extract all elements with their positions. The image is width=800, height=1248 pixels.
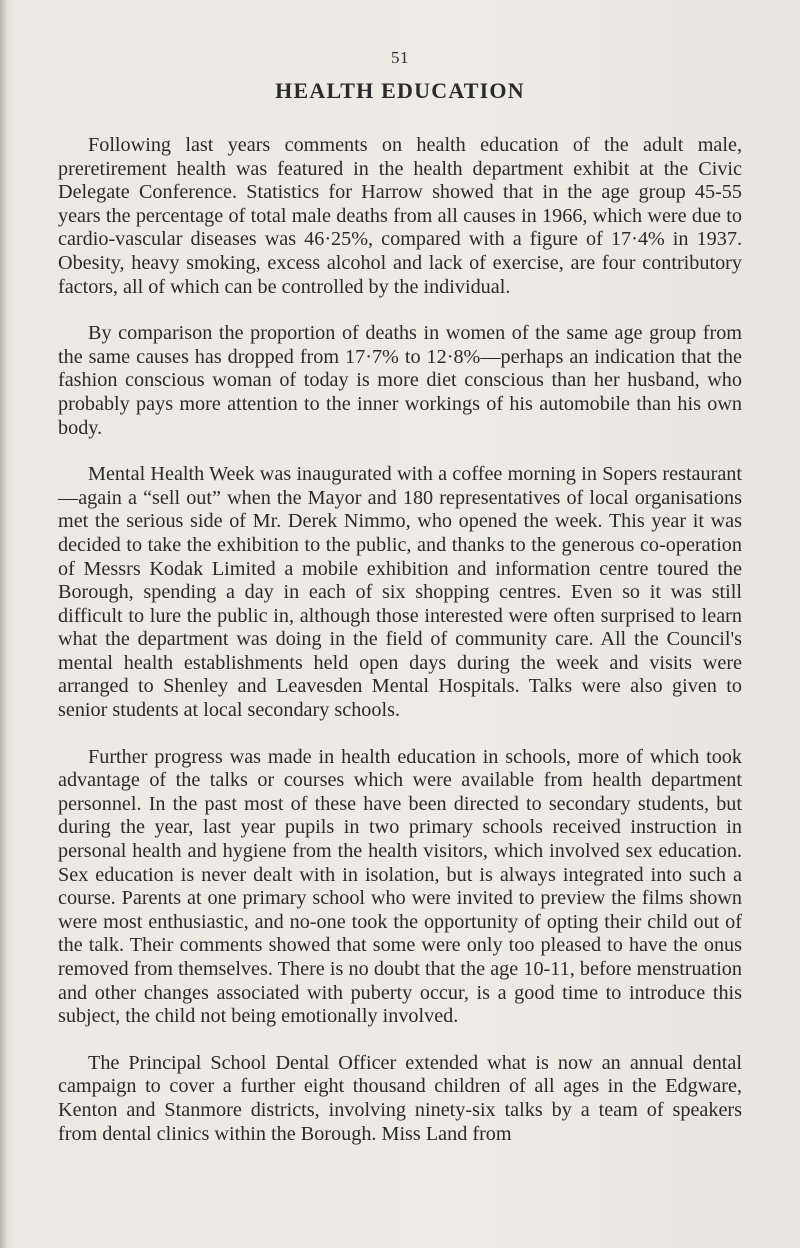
paragraph-adult-male-health: Following last years comments on health education of the adult male, preretirement health was featured in the health department exhibit at the Civic Delegate Conference. Statistics for Harrow showed that in the age group 45-55 years the percentage of total male deaths from all causes in 1966, which were due to cardio-vascular diseases was 46·25%, compared with a figure of 17·4% in 1937. Obesity, heavy smoking, excess alcohol and lack of exercise, are four contributory factors, all of which can be controlled by the individual.	[58, 134, 742, 298]
binding-edge	[0, 0, 6, 1248]
paragraph-dental-campaign: The Principal School Dental Officer extended what is now an annual dental campaign to cover a further eight thousand children of all ages in the Edgware, Kenton and Stanmore districts, involving ninety-six talks by a team of speakers from dental clinics within the Borough. Miss Land from	[58, 1051, 742, 1145]
page-number: 51	[391, 48, 409, 67]
paragraph-mental-health-week: Mental Health Week was inaugurated with a coffee morning in Sopers restaurant—again a “sell out” when the Mayor and 180 representatives of local organisations met the serious side of Mr. Derek Nimmo, who opened the week. This year it was decided to take the exhibition to the public, and thanks to the generous co-operation of Messrs Kodak Limited a mobile exhibition and information centre toured the Borough, spending a day in each of six shopping centres. Even so it was still difficult to lure the public in, although those interested were often surprised to learn what the department was doing in the field of community care. All the Council's mental health establishments held open days during the week and visits were arranged to Shenley and Leavesden Mental Hospitals. Talks were also given to senior students at local secondary schools.	[58, 463, 742, 722]
page-title: HEALTH EDUCATION	[275, 78, 525, 103]
paragraph-schools-health-education: Further progress was made in health education in schools, more of which took advantage of the talks or courses which were available from health department personnel. In the past most of these have been directed to secondary students, but during the year, last year pupils in two primary schools received instruction in personal health and hygiene from the health visitors, which involved sex education. Sex education is never dealt with in isolation, but is always integrated into such a course. Parents at one primary school who were invited to preview the films shown were most enthusiastic, and no-one took the opportunity of opting their child out of the talk. Their comments showed that some were only too pleased to have the onus removed from themselves. There is no doubt that the age 10-11, before menstruation and other changes associated with puberty occur, is a good time to introduce this subject, the child not being emotionally involved.	[58, 745, 742, 1028]
paragraph-women-deaths-comparison: By comparison the proportion of deaths in women of the same age group from the same causes has dropped from 17·7% to 12·8%—perhaps an indication that the fashion conscious woman of today is more diet conscious than her husband, who probably pays more attention to the inner workings of his automobile than his own body.	[58, 322, 742, 439]
body-text	[58, 134, 742, 1169]
